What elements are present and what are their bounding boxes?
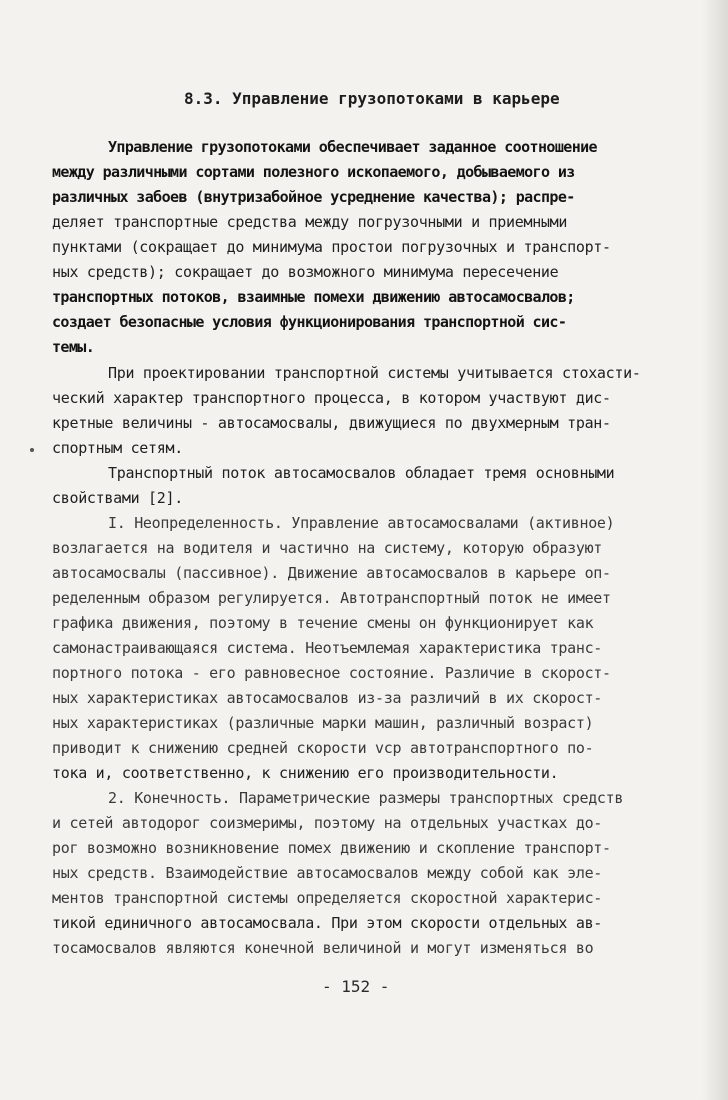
text-line: различных забоев (внутризабойное усреднение качества); распре-	[52, 188, 575, 206]
text-line: создает безопасные условия функционирования транспортной сис-	[52, 313, 567, 331]
text-line: деляет транспортные средства между погрузочными и приемными	[52, 213, 568, 231]
text-line: ределенным образом регулируется. Автотранспортный поток не имеет	[52, 589, 611, 607]
text-line: тока и, соответственно, к снижению его производительности.	[52, 764, 559, 782]
text-line: ментов транспортной системы определяется скоростной характерис-	[52, 889, 603, 907]
text-line: возлагается на водителя и частично на систему, которую образуют	[52, 539, 603, 557]
text-line: автосамосвалы (пассивное). Движение автосамосвалов в карьере оп-	[52, 564, 611, 582]
text-line: тикой единичного автосамосвала. При этом скорости отдельных ав-	[52, 914, 603, 932]
text-line: тосамосвалов являются конечной величиной и могут изменяться во	[52, 939, 594, 957]
text-line: I. Неопределенность. Управление автосамосвалами (активное)	[108, 514, 615, 532]
text-line: пунктами (сокращает до минимума простои погрузочных и транспорт-	[52, 238, 611, 256]
page-edge-shadow	[702, 0, 728, 1100]
text-line: При проектировании транспортной системы учитывается стохасти-	[108, 364, 641, 382]
text-line: транспортных потоков, взаимные помехи движению автосамосвалов;	[52, 288, 575, 306]
text-line: приводит к снижению средней скорости vср автотранспортного по-	[52, 739, 594, 757]
text-line: ческий характер транспортного процесса, в котором участвуют дис-	[52, 389, 611, 407]
text-line: кретные величины - автосамосвалы, движущиеся по двухмерным тран-	[52, 414, 611, 432]
text-line: и сетей автодорог соизмеримы, поэтому на отдельных участках до-	[52, 814, 603, 832]
text-line: ных средств. Взаимодействие автосамосвалов между собой как эле-	[52, 864, 603, 882]
text-line: Управление грузопотоками обеспечивает заданное соотношение	[108, 138, 597, 156]
text-line: 2. Конечность. Параметрические размеры транспортных средств	[108, 789, 624, 807]
section-heading: 8.3. Управление грузопотоками в карьере	[184, 89, 560, 108]
text-line: спортным сетям.	[52, 439, 183, 457]
text-line: темы.	[52, 338, 95, 356]
text-line: свойствами [2].	[52, 489, 183, 507]
text-line: ных средств); сокращает до возможного минимума пересечение	[52, 263, 559, 281]
text-line: графика движения, поэтому в течение смены он функционирует как	[52, 614, 594, 632]
margin-dot	[30, 448, 34, 452]
text-line: ных характеристиках автосамосвалов из-за различий в их скорост-	[52, 689, 603, 707]
page-number: - 152 -	[322, 977, 390, 996]
text-line: портного потока - его равновесное состояние. Различие в скорост-	[52, 664, 611, 682]
text-line: Транспортный поток автосамосвалов обладает тремя основными	[108, 464, 615, 482]
text-line: между различными сортами полезного ископаемого, добываемого из	[52, 163, 575, 181]
text-line: самонастраивающаяся система. Неотъемлемая характеристика транс-	[52, 639, 603, 657]
text-line: ных характеристиках (различные марки машин, различный возраст)	[52, 714, 594, 732]
text-line: рог возможно возникновение помех движению и скопление транспорт-	[52, 839, 611, 857]
